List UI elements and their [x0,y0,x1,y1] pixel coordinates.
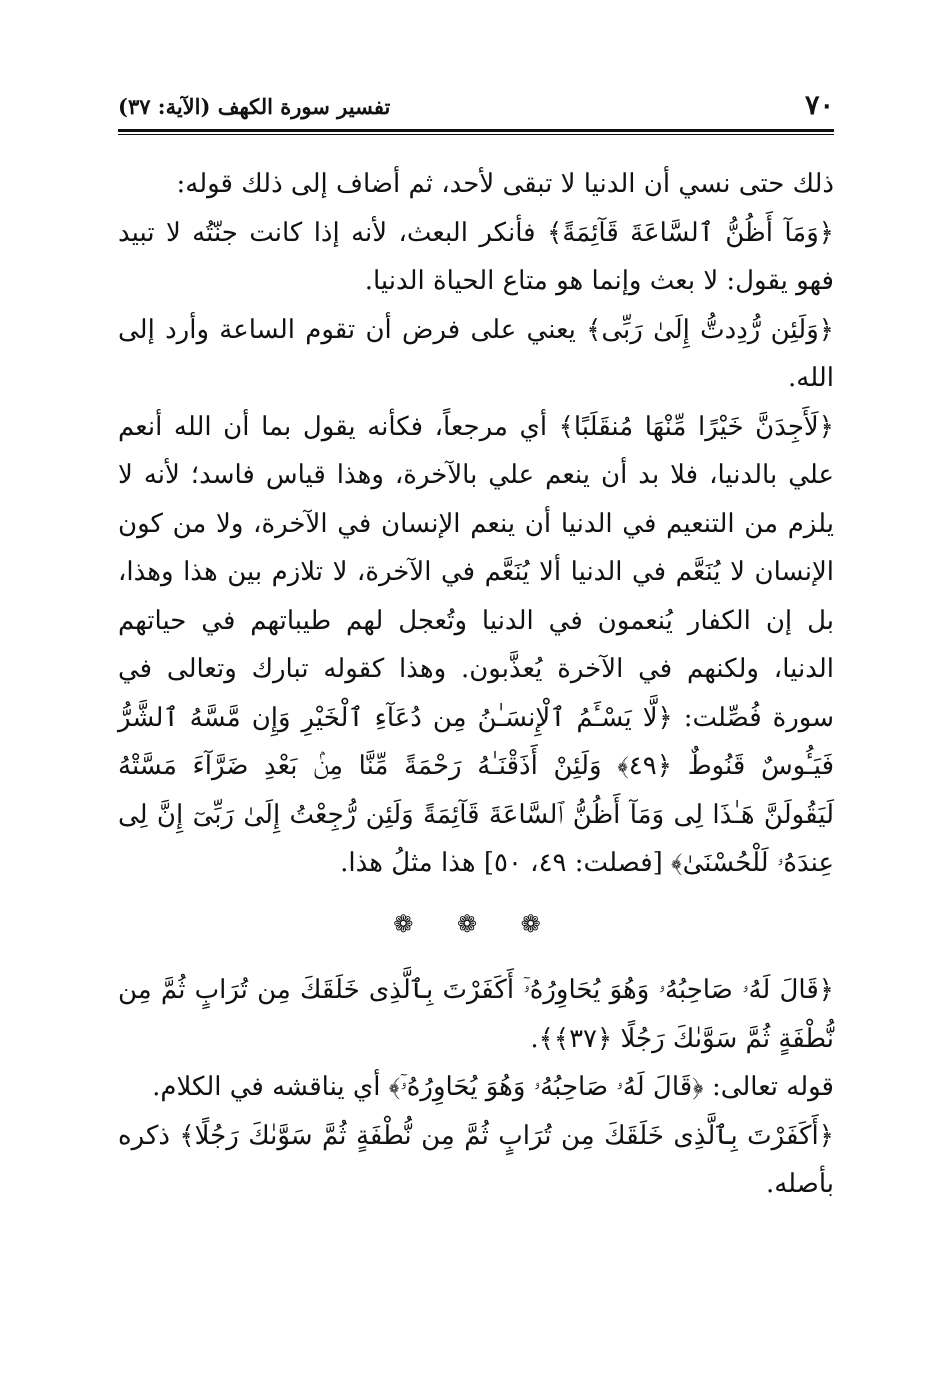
header-rule-thin [118,134,834,135]
page-number: ٧٠ [804,90,834,121]
paragraph: ﴿أَكَفَرْتَ بِٱلَّذِى خَلَقَكَ مِن تُرَابٍ ثُمَّ مِن نُّطْفَةٍ ثُمَّ سَوَّىٰكَ رَجُلًا﴾ ذكره بأصله. [118,1120,834,1199]
section-separator: ❁ ❁ ❁ [393,909,559,938]
paragraph: ﴿وَمَآ أَظُنُّ ٱلسَّاعَةَ قَآئِمَةً﴾ فأنكر البعث، لأنه إذا كانت جنّتُه لا تبيد فهو يقول: لا بعث وإنما هو متاع الحياة الدنيا. [118,217,834,296]
verse-paragraph: ﴿قَالَ لَهُۥ صَاحِبُهُۥ وَهُوَ يُحَاوِرُهُۥٓ أَكَفَرْتَ بِٱلَّذِى خَلَقَكَ مِن تُرَابٍ ثُمَّ مِن نُّطْفَةٍ ثُمَّ سَوَّىٰكَ رَجُلًا ﴿٣٧﴾﴾. [118,975,834,1054]
page-header [118,88,834,124]
paragraph: ﴿لَأَجِدَنَّ خَيْرًا مِّنْهَا مُنقَلَبًا﴾ أي مرجعاً، فكأنه يقول بما أن الله أنعم علي بالدنيا، فلا بد أن ينعم علي بالآخرة، وهذا قياس فاسد؛ لأنه لا يلزم من التنعيم في الدنيا أن ينعم الإنسان في الآخرة، ولا من كون الإنسان لا يُنَعَّم في الدنيا ألا يُنَعَّم في الآخرة، لا تلازم بين هذا وهذا، بل إن الكفار يُنعمون في الدنيا وتُعجل لهم طيباتهم في حياتهم الدنيا، ولكنهم في الآخرة يُعذَّبون. وهذا كقوله تبارك وتعالى في سورة فُصِّلت: ﴿لَّا يَسْـَٔمُ ٱلْإِنسَـٰنُ مِن دُعَآءِ ٱلْخَيْرِ وَإِن مَّسَّهُ ٱلشَّرُّ فَيَـُٔوسٌ قَنُوطٌ ﴿٤٩﴾ وَلَئِنْ أَذَقْنَـٰهُ رَحْمَةً مِّنَّا مِنۢ بَعْدِ ضَرَّآءَ مَسَّتْهُ لَيَقُولَنَّ هَـٰذَا لِى وَمَآ أَظُنُّ ٱلسَّاعَةَ قَآئِمَةً وَلَئِن رُّجِعْتُ إِلَىٰ رَبِّىٓ إِنَّ لِى عِندَهُۥ لَلْحُسْنَىٰ﴾ [فصلت: ٤٩، ٥٠] هذا مثلُ هذا. [118,411,835,878]
running-title: تفسير سورة الكهف (الآية: ٣٧) [118,94,391,119]
paragraph: ﴿وَلَئِن رُّدِدتُّ إِلَىٰ رَبِّى﴾ يعني على فرض أن تقوم الساعة وأرد إلى الله. [118,314,834,393]
paragraph: ذلك حتى نسي أن الدنيا لا تبقى لأحد، ثم أضاف إلى ذلك قوله: [176,169,834,199]
header-rule [118,129,834,132]
paragraph: قوله تعالى: ﴿قَالَ لَهُۥ صَاحِبُهُۥ وَهُوَ يُحَاوِرُهُۥٓ﴾ أي يناقشه في الكلام. [152,1072,834,1102]
page-body [118,160,834,1209]
